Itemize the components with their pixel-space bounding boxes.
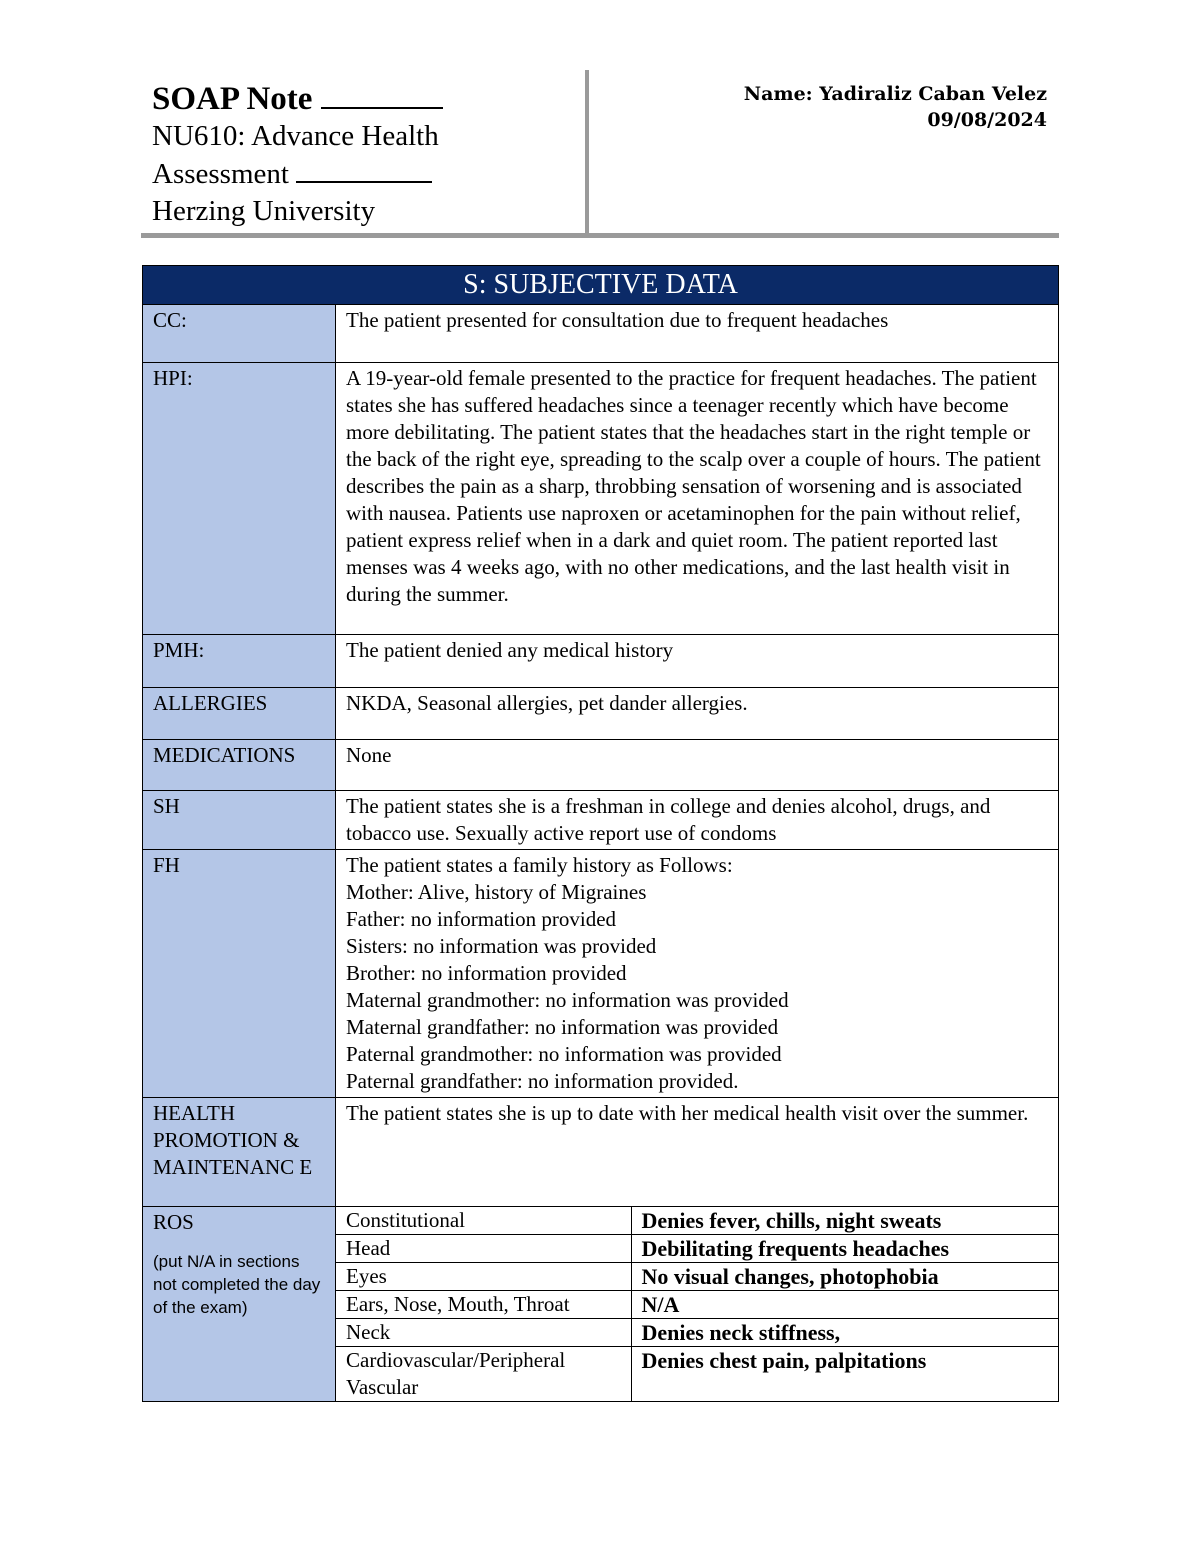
ros-system: Neck	[336, 1319, 631, 1347]
fh-line: Father: no information provided	[346, 907, 617, 931]
document-title: SOAP Note	[152, 80, 572, 118]
subjective-data-table	[142, 265, 1059, 1402]
table-row-medications	[143, 740, 1059, 791]
ros-finding: Denies fever, chills, night sweats	[631, 1207, 1058, 1235]
row-label-health-promotion: HEALTH PROMOTION & MAINTENANC E	[143, 1098, 336, 1207]
document-header	[152, 80, 572, 230]
section-header-row	[143, 266, 1059, 305]
ros-system: Constitutional	[336, 1207, 631, 1235]
fh-line: Paternal grandmother: no information was provided	[346, 1042, 782, 1066]
fh-line: Maternal grandmother: no information was provided	[346, 988, 789, 1012]
ros-row	[336, 1319, 1058, 1347]
row-label-allergies: ALLERGIES	[143, 688, 336, 740]
ros-row	[336, 1263, 1058, 1291]
row-value-cc: The patient presented for consultation due to frequent headaches	[336, 305, 1059, 363]
student-name: Name: Yadiraliz Caban Velez	[743, 83, 1047, 105]
fh-line: Maternal grandfather: no information was provided	[346, 1015, 779, 1039]
row-value-medications: None	[336, 740, 1059, 791]
section-title: S: SUBJECTIVE DATA	[143, 266, 1059, 305]
ros-row	[336, 1235, 1058, 1263]
ros-instructions: (put N/A in sections not completed the day of the exam)	[153, 1252, 321, 1317]
row-label-fh: FH	[143, 850, 336, 1098]
row-value-allergies: NKDA, Seasonal allergies, pet dander allergies.	[336, 688, 1059, 740]
row-label-ros	[143, 1207, 336, 1402]
ros-grid-cell	[336, 1207, 1059, 1402]
ros-finding: Denies chest pain, palpitations	[631, 1347, 1058, 1402]
ros-finding: Debilitating frequents headaches	[631, 1235, 1058, 1263]
row-value-hpi: A 19-year-old female presented to the practice for frequent headaches. The patient states she has suffered headaches since a teenager recently which have become more debilitating. The patient states that the headaches start in the right temple or the back of the right eye, spreading to the scalp over a couple of hours. The patient describes the pain as a sharp, throbbing sensation of worsening and is associated with nausea. Patients use naproxen or acetaminophen for the pain without relief, patient express relief when in a dark and quiet room. The patient reported last menses was 4 weeks ago, with no other medications, and the last health visit in during the summer.	[336, 363, 1059, 635]
row-value-health-promotion: The patient states she is up to date with her medical health visit over the summer.	[336, 1098, 1059, 1207]
row-label-hpi: HPI:	[143, 363, 336, 635]
table-row-pmh	[143, 635, 1059, 688]
fh-line: The patient states a family history as Follows:	[346, 853, 733, 877]
ros-row	[336, 1207, 1058, 1235]
row-label-cc: CC:	[143, 305, 336, 363]
table-row-allergies	[143, 688, 1059, 740]
row-label-pmh: PMH:	[143, 635, 336, 688]
row-value-pmh: The patient denied any medical history	[336, 635, 1059, 688]
table-row-sh	[143, 791, 1059, 850]
ros-system: Ears, Nose, Mouth, Throat	[336, 1291, 631, 1319]
row-label-medications: MEDICATIONS	[143, 740, 336, 791]
fh-line: Paternal grandfather: no information provided.	[346, 1069, 739, 1093]
title-blank-line	[321, 81, 443, 109]
row-value-fh	[336, 850, 1059, 1098]
school-name: Herzing University	[152, 195, 376, 227]
table-row-hpi	[143, 363, 1059, 635]
ros-finding: Denies neck stiffness,	[631, 1319, 1058, 1347]
table-row-cc	[143, 305, 1059, 363]
ros-grid	[336, 1207, 1058, 1401]
table-row-fh	[143, 850, 1059, 1098]
header-vertical-divider	[585, 70, 589, 236]
ros-finding: N/A	[631, 1291, 1058, 1319]
ros-system: Cardiovascular/Peripheral Vascular	[346, 1348, 566, 1399]
fh-line: Mother: Alive, history of Migraines	[346, 880, 647, 904]
student-info	[744, 81, 1047, 133]
row-value-sh: The patient states she is a freshman in college and denies alcohol, drugs, and tobacco use. Sexually active report use of condoms	[336, 791, 1059, 850]
ros-system: Head	[336, 1235, 631, 1263]
ros-row	[336, 1291, 1058, 1319]
fh-line: Sisters: no information was provided	[346, 934, 657, 958]
ros-system: Eyes	[336, 1263, 631, 1291]
note-date: 09/08/2024	[927, 109, 1047, 131]
row-label-sh: SH	[143, 791, 336, 850]
table-row-health-promotion	[143, 1098, 1059, 1207]
ros-finding: No visual changes, photophobia	[631, 1263, 1058, 1291]
ros-row	[336, 1347, 1058, 1402]
fh-line: Brother: no information provided	[346, 961, 627, 985]
course-blank-line	[296, 155, 432, 183]
course-name-line2: Assessment	[152, 155, 572, 193]
table-row-ros	[143, 1207, 1059, 1402]
header-horizontal-divider	[141, 233, 1059, 238]
ros-label: ROS	[153, 1210, 194, 1234]
course-name: NU610: Advance Health	[152, 120, 439, 152]
